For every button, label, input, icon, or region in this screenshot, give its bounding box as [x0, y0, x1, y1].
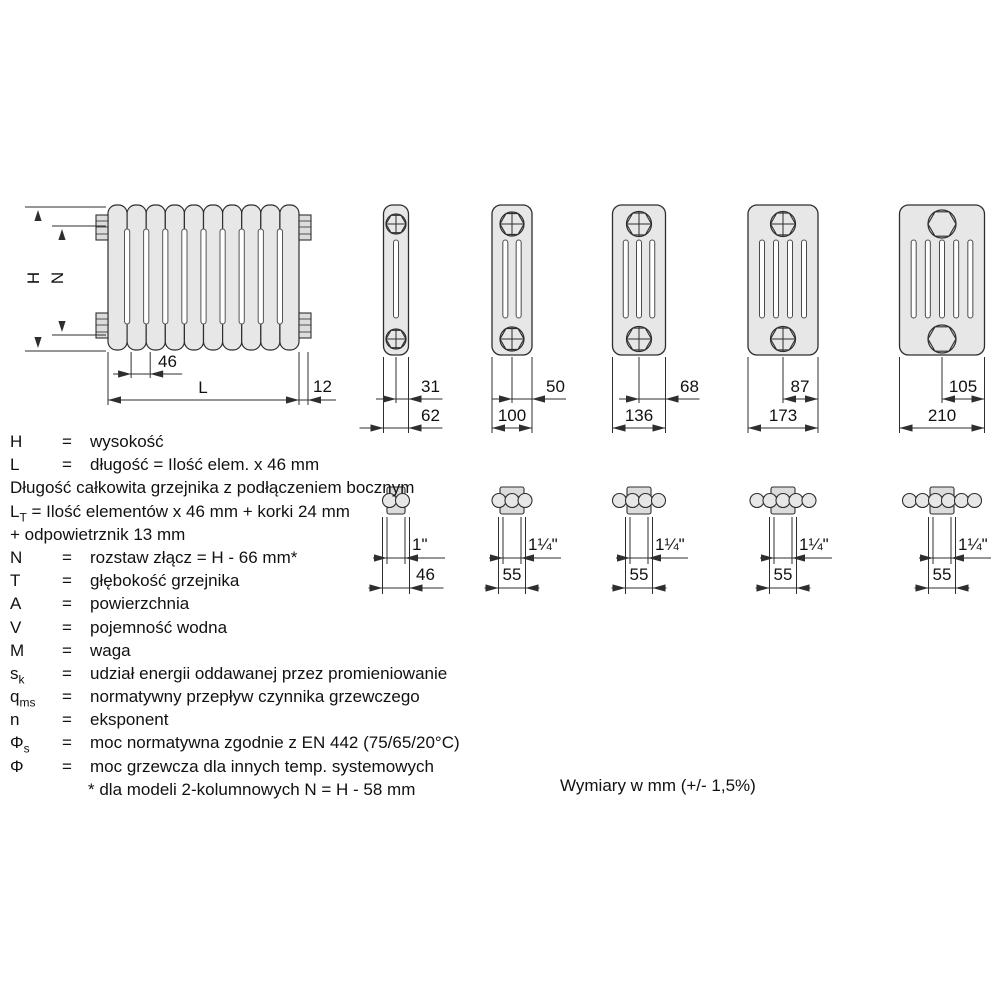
- cs1-depth-dim: 62: [421, 406, 440, 425]
- cs2-depth-dim: 100: [497, 406, 527, 425]
- cs3-depth-dim: 136: [624, 406, 654, 425]
- length-dim-label: L: [198, 378, 208, 397]
- cs4-depth-dim: 173: [768, 406, 798, 425]
- legend-footnote: * dla modeli 2-kolumnowych N = H - 58 mm: [88, 779, 416, 799]
- legend-row: V = pojemność wodna: [10, 617, 228, 637]
- legend-row: H = wysokość: [10, 432, 164, 451]
- legend-row: Długość całkowita grzejnika z podłączeniem bocznym: [10, 478, 415, 498]
- dimensions-tolerance-note: Wymiary w mm (+/- 1,5%): [560, 776, 756, 795]
- legend-row: $s_k$ = udział energii oddawanej przez promieniowanie: [10, 663, 448, 687]
- tv3-pitch-dim: 55: [629, 565, 649, 584]
- legend-row: n = eksponent: [10, 710, 169, 730]
- legend-row: L = długość = Ilość elem. x 46 mm: [10, 455, 320, 475]
- legend-row: $\Phi_s$ = moc normatywna zgodnie z EN 442 (75/65/20°C): [10, 733, 460, 756]
- cs1-axis-dim: 31: [421, 377, 440, 396]
- legend-row: $q_{ms}$ = normatywny przepływ czynnika grzewczego: [10, 687, 420, 710]
- legend-row: M = waga: [10, 640, 131, 660]
- cs3-axis-dim: 68: [680, 377, 699, 396]
- legend-row: A = powierzchnia: [10, 594, 190, 614]
- symbol-legend: [10, 430, 480, 801]
- cs4-axis-dim: 87: [790, 377, 810, 396]
- cs5-axis-dim: 105: [948, 377, 978, 396]
- tv4-pitch-dim: 55: [773, 565, 793, 584]
- tv5-pitch-dim: 55: [932, 565, 952, 584]
- tv1-pitch-dim: 46: [416, 565, 435, 584]
- tv2-pitch-dim: 55: [502, 565, 522, 584]
- cs2-axis-dim: 50: [546, 377, 565, 396]
- pipe-spacing-dim-label: N: [48, 271, 67, 285]
- legend-row: + odpowietrznik 13 mm: [10, 524, 186, 544]
- tv1-thread-dim: 1": [412, 535, 428, 554]
- cs5-depth-dim: 210: [927, 406, 957, 425]
- tv4-thread-dim: 1¼": [799, 535, 829, 554]
- legend-row: Φ = moc grzewcza dla innych temp. systemowych: [10, 756, 434, 776]
- radiator-front-view: [25, 205, 336, 405]
- legend-row: T = głębokość grzejnika: [10, 571, 240, 591]
- tv3-thread-dim: 1¼": [655, 535, 685, 554]
- legend-row: $L_T$ = Ilość elementów x 46 mm + korki 24 mm: [10, 501, 350, 524]
- tv2-thread-dim: 1¼": [528, 535, 558, 554]
- height-dim-label: H: [24, 271, 43, 285]
- radiator-cross-sections: [360, 205, 985, 433]
- end-offset-dim-label: 12: [313, 377, 332, 396]
- legend-row: N = rozstaw złącz = H - 66 mm*: [10, 547, 298, 567]
- element-width-dim-label: 46: [158, 352, 177, 371]
- tv5-thread-dim: 1¼": [958, 535, 988, 554]
